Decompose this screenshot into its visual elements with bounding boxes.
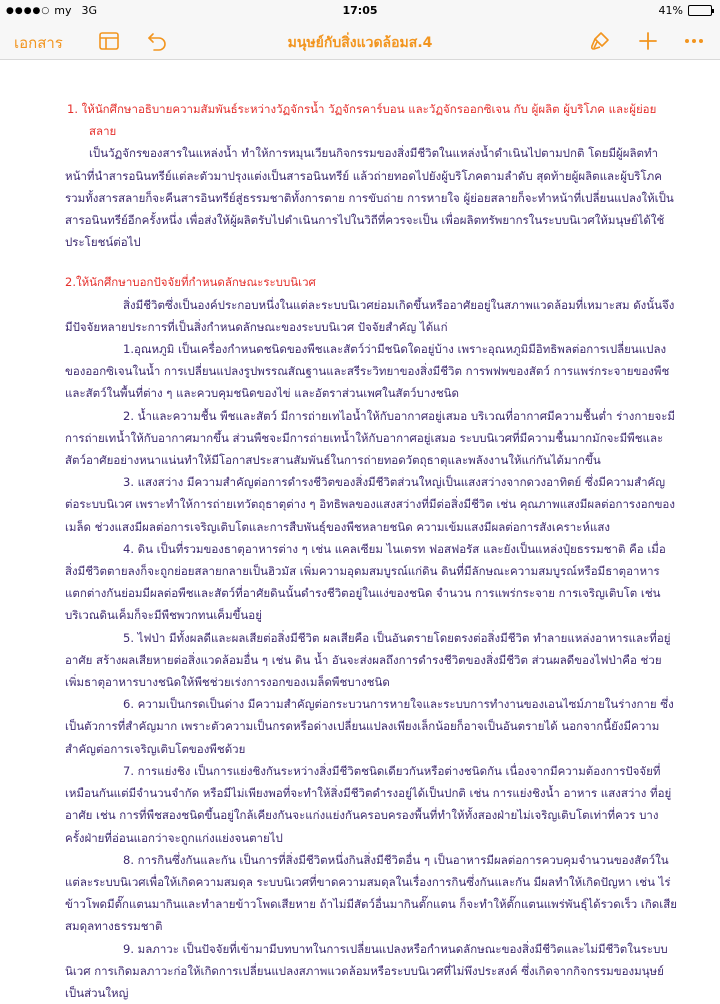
battery-percent: 41% [658, 4, 683, 17]
app-toolbar [0, 22, 720, 60]
documents-button[interactable]: เอกสาร [14, 34, 63, 52]
network-label: 3G [81, 4, 98, 17]
more-icon[interactable] [682, 29, 706, 53]
paragraph-gap [65, 253, 677, 271]
question-1-heading: 1. ให้นักศึกษาอธิบายความสัมพันธ์ระหว่างวัฏจักรน้ำ วัฏจักรคาร์บอน และวัฏจักรออกซิเจน กับ ผู้ผลิต ผู้บริโภค และผู้ย่อยสลาย [67, 102, 657, 139]
question-2-intro: สิ่งมีชีวิตซึ่งเป็นองค์ประกอบหนึ่งในแต่ละระบบนิเวศย่อมเกิดขึ้นหรืออาศัยอยู่ในสภาพแวดล้อมที่เหมาะสม ดังนั้นจึงมีปัจจัยหลายประการที่เป็นสิ่งกำหนดลักษณะของระบบนิเวศ ปัจจัยสำคัญ ได้แก่ [65, 297, 675, 334]
factor-pollution: 9. มลภาวะ เป็นปัจจัยที่เข้ามามีบทบาทในการเปลี่ยนแปลงหรือกำหนดลักษณะของสิ่งมีชีวิตและไม่มีชีวิตในระบบนิเวศ การเกิดมลภาวะก่อให้เกิดการเปลี่ยนแปลงสภาพแวดล้อมหรือระบบนิเวศที่ไม่พึงประสงค์ ซึ่งเกิดจากกิจกรรมของมนุษย์เป็นส่วนใหญ่ [65, 941, 668, 1000]
status-bar [0, 0, 720, 22]
factor-predation: 8. การกินซึ่งกันและกัน เป็นการที่สิ่งมีชีวิตหนึ่งกินสิ่งมีชีวิตอื่น ๆ เป็นอาหารมีผลต่อการควบคุมจำนวนของสัตว์ในแต่ละระบบนิเวศเพื่อให้เกิดความสมดุล ระบบนิเวศที่ขาดความสมดุลในเรื่องการกินซึ่งกันและกัน มีผลทำให้เกิดปัญหา เช่น ไร่ข้าวโพดมีตั๊กแตนมากินและทำลายข้าวโพดเสียหาย ถ้าไม่มีสัตว์อื่นมากินตั๊กแตน ก็จะทำให้ตั๊กแตนแพร่พันธุ์ได้รวดเร็ว เกิดเสียสมดุลทางธรรมชาติ [65, 852, 677, 934]
undo-icon[interactable] [145, 29, 169, 53]
add-icon[interactable] [636, 29, 660, 53]
factor-water-humidity: 2. น้ำและความชื้น พืชและสัตว์ มีการถ่ายเทไอน้ำให้กับอากาศอยู่เสมอ บริเวณที่อากาศมีความชื้นต่ำ ร่างกายจะมีการถ่ายเทน้ำให้กับอากาศมากขึ้น ส่วนพืชจะมีการถ่ายเทน้ำให้กับอากาศอยู่เสมอ ระบบนิเวศที่มีความชื้นมากมักจะมีพืชและสัตว์อาศัยอย่างหนาแน่นทำให้มีโอกาสประสานสัมพันธ์ในการถ่ายทอดวัตถุธาตุและพลังงานให้แก่กันได้มากขึ้น [65, 408, 675, 468]
status-time: 17:05 [342, 4, 378, 17]
question-2-heading: 2.ให้นักศึกษาบอกปัจจัยที่กำหนดลักษณะระบบนิเวศ [65, 275, 316, 290]
factor-soil: 4. ดิน เป็นที่รวมของธาตุอาหารต่าง ๆ เช่น แคลเซียม ไนเตรท ฟอสฟอรัส และยังเป็นแหล่งปุ๋ยธรรมชาติ คือ เมื่อสิ่งมีชีวิตตายลงก็จะถูกย่อยสลายกลายเป็นฮิวมัส เพิ่มความอุดมสมบูรณ์แก่ดิน ดินที่มีลักษณะความสมบูรณ์หรือมีธาตุอาหารแตกต่างกันย่อมมีผลต่อพืชและสัตว์ที่อาศัยดินนั้นดำรงชีวิตอยู่ในแง่ของชนิด จำนวน การแพร่กระจาย การเจริญเติบโต เช่น บริเวณดินเค็มก็จะมีพืชพวกทนเค็มขึ้นอยู่ [65, 541, 666, 623]
factor-light: 3. แสงสว่าง มีความสำคัญต่อการดำรงชีวิตของสิ่งมีชีวิตส่วนใหญ่เป็นแสงสว่างจากดวงอาทิตย์ ซึ่งมีความสำคัญต่อระบบนิเวศ เพราะทำให้การถ่ายเทวัตถุธาตุต่าง ๆ อิทธิพลของแสงสว่างที่มีต่อสิ่งมีชีวิต เช่น คุณภาพแสงมีผลต่อการงอกของเมล็ด ช่วงแสงมีผลต่อการเจริญเติบโตและการสืบพันธุ์ของพืชหลายชนิด ความเข้มแสงมีผลต่อการสังเคราะห์แสง [65, 475, 675, 534]
status-right [659, 4, 712, 17]
factor-temperature: 1.อุณหภูมิ เป็นเครื่องกำหนดชนิดของพืชและสัตว์ว่ามีชนิดใดอยู่บ้าง เพราะอุณหภูมิมีอิทธิพลต่อการเปลี่ยนแปลงของออกซิเจนในน้ำ การเปลี่ยนแปลงรูปพรรณสัณฐานและสรีระวิทยาของสิ่งมีชีวิต การพฟพของสัตว์ การแพร่กระจายของพืชและสัตว์ในพื้นที่ต่าง ๆ และควบคุมชนิดของไข่ และอัตราส่วนเพศในสัตว์บางชนิด [65, 342, 670, 401]
sidebar-icon[interactable] [97, 29, 121, 53]
factor-wildfire: 5. ไฟป่า มีทั้งผลดีและผลเสียต่อสิ่งมีชีวิต ผลเสียคือ เป็นอันตรายโดยตรงต่อสิ่งมีชีวิต ทำลายแหล่งอาหารและที่อยู่อาศัย สร้างผลเสียหายต่อสิ่งแวดล้อมอื่น ๆ เช่น ดิน น้ำ อันจะส่งผลถึงการดำรงชีวิตของสิ่งมีชีวิต ส่วนผลดีของไฟป่าคือ ช่วยเพิ่มธาตุอาหารบางชนิดให้พืชช่วยเร่งการงอกของเมล็ดพืชบางชนิด [65, 630, 671, 690]
signal-icon: ●●●●○ [6, 5, 51, 16]
format-brush-icon[interactable] [588, 29, 612, 53]
document-title: มนุษย์กับสิ่งแวดล้อมส.4 [287, 35, 433, 51]
factor-ph: 6. ความเป็นกรดเป็นด่าง มีความสำคัญต่อกระบวนการหายใจและระบบการทำงานของเอนไซม์ภายในร่างกาย ซึ่งเป็นตัวการที่สำคัญมาก เพราะตัวความเป็นกรดหรือด่างเปลี่ยนแปลงเพียงเล็กน้อยก็อาจเป็นอันตรายได้ นอกจากนี้ยังมีความ สำคัญต่อการเจริญเติบโตของพืชด้วย [65, 697, 674, 756]
factor-competition: 7. การแย่งชิง เป็นการแย่งชิงกันระหว่างสิ่งมีชีวิตชนิดเดียวกันหรือต่างชนิดกัน เนื่องจากมีความต้องการปัจจัยที่เหมือนกันแต่มีจำนวนจำกัด หรือมีไม่เพียงพอที่จะทำให้สิ่งมีชีวิตดำรงอยู่ได้เป็นปกติ เช่น การแย่งชิงน้ำ อาหาร แสงสว่าง ที่อยู่อาศัย เช่น การที่พืชสองชนิดขึ้นอยู่ใกล้เคียงกันจะแก่งแย่งกันครอบครองพื้นที่ทำให้ทั้งสองฝ่ายไม่เจริญเติบโตเท่าที่ควร บางครั้งฝ่ายที่อ่อนแอกว่าจะถูกแก่งแย่งจนตายไป [65, 763, 672, 845]
carrier-label: my [54, 4, 72, 17]
battery-icon [688, 5, 712, 16]
document-body[interactable] [65, 98, 677, 1004]
question-1-answer: เป็นวัฏจักรของสารในแหล่งน้ำ ทำให้การหมุนเวียนกิจกรรมของสิ่งมีชีวิตในแหล่งน้ำดำเนินไปตามปกติ โดยมีผู้ผลิตทำหน้าที่นำสารอนินทรีย์แต่ละตัวมาปรุงแต่งเป็นสารอนินทรีย์ แล้วถ่ายทอดไปยังผู้บริโภคตามลำดับ สุดท้ายผู้ผลิตและผู้บริโภค รวมทั้งสารสลายก็จะคืนสารอินทรีย์สู่ธรรมชาติทั้งการตาย การขับถ่าย การหายใจ ผู้ย่อยสลายก็จะทำหน้าที่เปลี่ยนแปลงให้เป็นสารอนินทรีย์อีกครั้งหนึ่ง เพื่อส่งให้ผู้ผลิตรับไปดำเนินการไปในวิถีที่ควรจะเป็น เพื่อผลิตทรัพยากรในระบบนิเวศให้มนุษย์ได้ใช้ประโยชน์ต่อไป [65, 146, 674, 250]
